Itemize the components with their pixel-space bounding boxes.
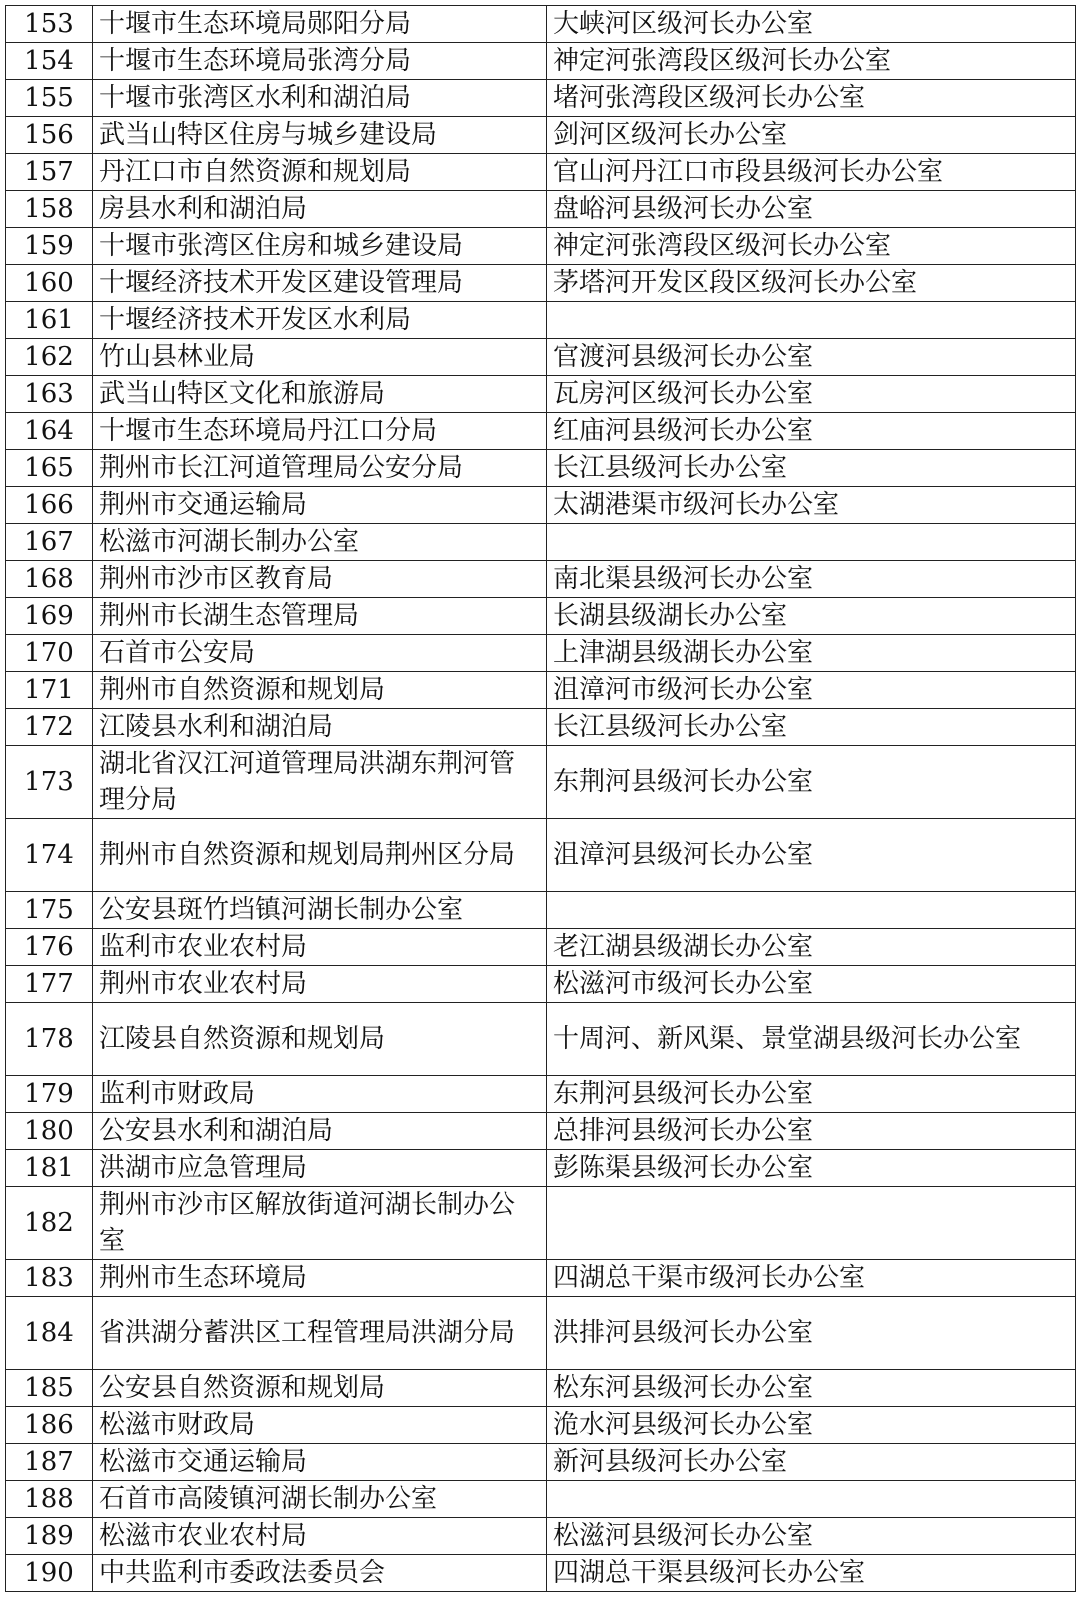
row-number: 159 bbox=[6, 228, 93, 265]
organization-name: 湖北省汉江河道管理局洪湖东荆河管理分局 bbox=[93, 746, 547, 819]
river-chief-office bbox=[547, 1481, 1076, 1518]
table-row bbox=[6, 672, 1076, 709]
river-chief-office: 官渡河县级河长办公室 bbox=[547, 339, 1076, 376]
river-chief-office: 盘峪河县级河长办公室 bbox=[547, 191, 1076, 228]
organization-name: 荆州市沙市区教育局 bbox=[93, 561, 547, 598]
river-chief-office bbox=[547, 892, 1076, 929]
table-row bbox=[6, 265, 1076, 302]
table-row bbox=[6, 746, 1076, 819]
table-row bbox=[6, 1003, 1076, 1076]
row-number: 153 bbox=[6, 6, 93, 43]
river-chief-office: 瓦房河区级河长办公室 bbox=[547, 376, 1076, 413]
organization-name: 丹江口市自然资源和规划局 bbox=[93, 154, 547, 191]
river-chief-office: 松滋河县级河长办公室 bbox=[547, 1518, 1076, 1555]
organization-name: 十堰市生态环境局郧阳分局 bbox=[93, 6, 547, 43]
organization-name: 荆州市生态环境局 bbox=[93, 1260, 547, 1297]
river-chief-office: 沮漳河县级河长办公室 bbox=[547, 819, 1076, 892]
organization-name: 荆州市长湖生态管理局 bbox=[93, 598, 547, 635]
table-row bbox=[6, 487, 1076, 524]
row-number: 190 bbox=[6, 1555, 93, 1592]
table-row bbox=[6, 1481, 1076, 1518]
row-number: 182 bbox=[6, 1187, 93, 1260]
row-number: 178 bbox=[6, 1003, 93, 1076]
row-number: 156 bbox=[6, 117, 93, 154]
table-row bbox=[6, 929, 1076, 966]
river-chief-office: 太湖港渠市级河长办公室 bbox=[547, 487, 1076, 524]
table-row bbox=[6, 191, 1076, 228]
organization-name: 监利市农业农村局 bbox=[93, 929, 547, 966]
organization-name: 江陵县自然资源和规划局 bbox=[93, 1003, 547, 1076]
row-number: 165 bbox=[6, 450, 93, 487]
row-number: 169 bbox=[6, 598, 93, 635]
table-row bbox=[6, 1407, 1076, 1444]
river-chief-office bbox=[547, 524, 1076, 561]
row-number: 184 bbox=[6, 1297, 93, 1370]
row-number: 176 bbox=[6, 929, 93, 966]
organization-name: 十堰经济技术开发区水利局 bbox=[93, 302, 547, 339]
organization-name: 江陵县水利和湖泊局 bbox=[93, 709, 547, 746]
river-chief-office: 沮漳河市级河长办公室 bbox=[547, 672, 1076, 709]
table-row bbox=[6, 450, 1076, 487]
river-chief-office: 长湖县级湖长办公室 bbox=[547, 598, 1076, 635]
river-chief-office: 红庙河县级河长办公室 bbox=[547, 413, 1076, 450]
row-number: 181 bbox=[6, 1150, 93, 1187]
table-row bbox=[6, 80, 1076, 117]
organization-name: 荆州市自然资源和规划局荆州区分局 bbox=[93, 819, 547, 892]
row-number: 183 bbox=[6, 1260, 93, 1297]
organization-name: 荆州市农业农村局 bbox=[93, 966, 547, 1003]
river-chief-office: 剑河区级河长办公室 bbox=[547, 117, 1076, 154]
table-row bbox=[6, 43, 1076, 80]
river-chief-office: 四湖总干渠市级河长办公室 bbox=[547, 1260, 1076, 1297]
table-row bbox=[6, 709, 1076, 746]
table-row bbox=[6, 819, 1076, 892]
table-row bbox=[6, 339, 1076, 376]
row-number: 177 bbox=[6, 966, 93, 1003]
table-row bbox=[6, 524, 1076, 561]
row-number: 157 bbox=[6, 154, 93, 191]
table-row bbox=[6, 1370, 1076, 1407]
table-row bbox=[6, 376, 1076, 413]
unit-list-table bbox=[5, 5, 1076, 1592]
organization-name: 公安县水利和湖泊局 bbox=[93, 1113, 547, 1150]
row-number: 188 bbox=[6, 1481, 93, 1518]
row-number: 180 bbox=[6, 1113, 93, 1150]
organization-name: 荆州市沙市区解放街道河湖长制办公室 bbox=[93, 1187, 547, 1260]
river-chief-office: 堵河张湾段区级河长办公室 bbox=[547, 80, 1076, 117]
organization-name: 十堰市张湾区住房和城乡建设局 bbox=[93, 228, 547, 265]
table-row bbox=[6, 1444, 1076, 1481]
river-chief-office: 新河县级河长办公室 bbox=[547, 1444, 1076, 1481]
river-chief-office: 十周河、新风渠、景堂湖县级河长办公室 bbox=[547, 1003, 1076, 1076]
organization-name: 十堰市生态环境局丹江口分局 bbox=[93, 413, 547, 450]
row-number: 154 bbox=[6, 43, 93, 80]
table-row bbox=[6, 1518, 1076, 1555]
table-row bbox=[6, 1187, 1076, 1260]
organization-name: 松滋市财政局 bbox=[93, 1407, 547, 1444]
row-number: 160 bbox=[6, 265, 93, 302]
table-row bbox=[6, 966, 1076, 1003]
organization-name: 荆州市交通运输局 bbox=[93, 487, 547, 524]
table-row bbox=[6, 1297, 1076, 1370]
river-chief-office: 长江县级河长办公室 bbox=[547, 450, 1076, 487]
row-number: 161 bbox=[6, 302, 93, 339]
table-row bbox=[6, 228, 1076, 265]
river-chief-office: 南北渠县级河长办公室 bbox=[547, 561, 1076, 598]
organization-name: 十堰市张湾区水利和湖泊局 bbox=[93, 80, 547, 117]
row-number: 158 bbox=[6, 191, 93, 228]
river-chief-office: 神定河张湾段区级河长办公室 bbox=[547, 228, 1076, 265]
row-number: 167 bbox=[6, 524, 93, 561]
row-number: 163 bbox=[6, 376, 93, 413]
river-chief-office: 总排河县级河长办公室 bbox=[547, 1113, 1076, 1150]
table-row bbox=[6, 1555, 1076, 1592]
organization-name: 松滋市交通运输局 bbox=[93, 1444, 547, 1481]
table-row bbox=[6, 302, 1076, 339]
row-number: 175 bbox=[6, 892, 93, 929]
river-chief-office: 上津湖县级湖长办公室 bbox=[547, 635, 1076, 672]
river-chief-office: 四湖总干渠县级河长办公室 bbox=[547, 1555, 1076, 1592]
table-row bbox=[6, 598, 1076, 635]
river-chief-office: 东荆河县级河长办公室 bbox=[547, 1076, 1076, 1113]
table-row bbox=[6, 117, 1076, 154]
row-number: 166 bbox=[6, 487, 93, 524]
river-chief-office: 洈水河县级河长办公室 bbox=[547, 1407, 1076, 1444]
table-row bbox=[6, 892, 1076, 929]
table-row bbox=[6, 1260, 1076, 1297]
river-chief-office: 松滋河市级河长办公室 bbox=[547, 966, 1076, 1003]
organization-name: 松滋市农业农村局 bbox=[93, 1518, 547, 1555]
row-number: 186 bbox=[6, 1407, 93, 1444]
table-row bbox=[6, 1150, 1076, 1187]
organization-name: 松滋市河湖长制办公室 bbox=[93, 524, 547, 561]
row-number: 173 bbox=[6, 746, 93, 819]
row-number: 172 bbox=[6, 709, 93, 746]
organization-name: 石首市公安局 bbox=[93, 635, 547, 672]
table-row bbox=[6, 635, 1076, 672]
organization-name: 荆州市长江河道管理局公安分局 bbox=[93, 450, 547, 487]
river-chief-office bbox=[547, 1187, 1076, 1260]
row-number: 189 bbox=[6, 1518, 93, 1555]
river-chief-office: 大峡河区级河长办公室 bbox=[547, 6, 1076, 43]
table-row bbox=[6, 413, 1076, 450]
organization-name: 公安县斑竹垱镇河湖长制办公室 bbox=[93, 892, 547, 929]
organization-name: 中共监利市委政法委员会 bbox=[93, 1555, 547, 1592]
river-chief-office: 老江湖县级湖长办公室 bbox=[547, 929, 1076, 966]
row-number: 170 bbox=[6, 635, 93, 672]
river-chief-office: 茅塔河开发区段区级河长办公室 bbox=[547, 265, 1076, 302]
organization-name: 监利市财政局 bbox=[93, 1076, 547, 1113]
organization-name: 武当山特区住房与城乡建设局 bbox=[93, 117, 547, 154]
organization-name: 公安县自然资源和规划局 bbox=[93, 1370, 547, 1407]
river-chief-office: 神定河张湾段区级河长办公室 bbox=[547, 43, 1076, 80]
organization-name: 十堰经济技术开发区建设管理局 bbox=[93, 265, 547, 302]
organization-name: 洪湖市应急管理局 bbox=[93, 1150, 547, 1187]
table-row bbox=[6, 1113, 1076, 1150]
row-number: 171 bbox=[6, 672, 93, 709]
table-row bbox=[6, 561, 1076, 598]
row-number: 174 bbox=[6, 819, 93, 892]
organization-name: 武当山特区文化和旅游局 bbox=[93, 376, 547, 413]
row-number: 187 bbox=[6, 1444, 93, 1481]
river-chief-office: 彭陈渠县级河长办公室 bbox=[547, 1150, 1076, 1187]
table-row bbox=[6, 1076, 1076, 1113]
river-chief-office: 松东河县级河长办公室 bbox=[547, 1370, 1076, 1407]
table-row bbox=[6, 6, 1076, 43]
river-chief-office: 长江县级河长办公室 bbox=[547, 709, 1076, 746]
organization-name: 石首市高陵镇河湖长制办公室 bbox=[93, 1481, 547, 1518]
river-chief-office: 洪排河县级河长办公室 bbox=[547, 1297, 1076, 1370]
organization-name: 十堰市生态环境局张湾分局 bbox=[93, 43, 547, 80]
table-row bbox=[6, 154, 1076, 191]
organization-name: 省洪湖分蓄洪区工程管理局洪湖分局 bbox=[93, 1297, 547, 1370]
river-chief-office bbox=[547, 302, 1076, 339]
river-chief-office: 东荆河县级河长办公室 bbox=[547, 746, 1076, 819]
row-number: 155 bbox=[6, 80, 93, 117]
river-chief-office: 官山河丹江口市段县级河长办公室 bbox=[547, 154, 1076, 191]
table-body bbox=[6, 6, 1076, 1592]
row-number: 168 bbox=[6, 561, 93, 598]
row-number: 179 bbox=[6, 1076, 93, 1113]
organization-name: 房县水利和湖泊局 bbox=[93, 191, 547, 228]
row-number: 164 bbox=[6, 413, 93, 450]
row-number: 185 bbox=[6, 1370, 93, 1407]
row-number: 162 bbox=[6, 339, 93, 376]
organization-name: 荆州市自然资源和规划局 bbox=[93, 672, 547, 709]
organization-name: 竹山县林业局 bbox=[93, 339, 547, 376]
